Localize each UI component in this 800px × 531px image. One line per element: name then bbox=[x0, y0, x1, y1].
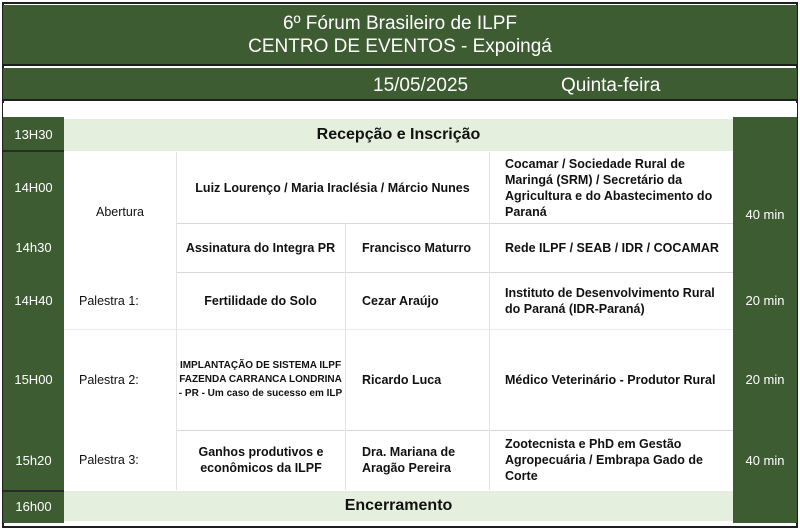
time-1330: 13H30 bbox=[14, 127, 53, 142]
time-1430: 14h30 bbox=[15, 240, 52, 255]
opening-organizations: Cocamar / Sociedade Rural de Maringá (SRM) / Secretário da Agricultura e do Abastecimento do Paraná bbox=[505, 156, 713, 219]
duration-palestra-1: 20 min bbox=[745, 293, 785, 308]
event-venue: CENTRO DE EVENTOS - Expoingá bbox=[248, 35, 552, 57]
closing-banner: Encerramento bbox=[64, 491, 733, 521]
opening-speakers: Luiz Lourenço / Maria Iraclésia / Márcio Nunes bbox=[195, 180, 470, 195]
event-weekday: Quinta-feira bbox=[561, 75, 661, 96]
time-1400: 14H00 bbox=[14, 180, 53, 195]
time-1440: 14H40 bbox=[14, 293, 53, 308]
speaker-palestra-1: Cezar Araújo bbox=[362, 293, 439, 308]
topic-palestra-3: Ganhos produtivos e econômicos da ILPF bbox=[198, 445, 324, 475]
topic-integra-pr: Assinatura do Integra PR bbox=[185, 240, 336, 255]
speaker-1430: Francisco Maturro bbox=[362, 240, 472, 255]
event-date: 15/05/2025 bbox=[373, 75, 469, 96]
org-palestra-2: Médico Veterinário - Produtor Rural bbox=[505, 372, 716, 387]
org-palestra-1: Instituto de Desenvolvimento Rural do Paraná (IDR-Paraná) bbox=[505, 285, 715, 316]
topic-palestra-2: IMPLANTAÇÃO DE SISTEMA ILPF FAZENDA CARRANCA LONDRINA - PR - Um caso de sucesso em ILP bbox=[178, 359, 343, 399]
event-title: 6º Fórum Brasileiro de ILPF bbox=[283, 12, 517, 34]
duration-abertura: 40 min bbox=[745, 207, 785, 222]
event-header bbox=[3, 5, 797, 66]
time-1500: 15H00 bbox=[14, 372, 53, 387]
time-1520: 15h20 bbox=[15, 452, 52, 468]
time-1600: 16h00 bbox=[15, 499, 52, 514]
speaker-palestra-2: Ricardo Luca bbox=[362, 372, 442, 387]
speaker-palestra-3: Dra. Mariana de Aragão Pereira bbox=[362, 445, 456, 475]
spacer-row bbox=[3, 103, 797, 117]
date-row bbox=[3, 68, 797, 101]
session-abertura: Abertura bbox=[96, 205, 144, 219]
session-palestra-2: Palestra 2: bbox=[79, 372, 139, 387]
org-1430: Rede ILPF / SEAB / IDR / COCAMAR bbox=[505, 240, 719, 255]
reception-banner: Recepção e Inscrição bbox=[64, 119, 733, 151]
duration-palestra-3: 40 min bbox=[745, 452, 785, 468]
duration-palestra-2: 20 min bbox=[745, 372, 785, 387]
session-palestra-3: Palestra 3: bbox=[79, 453, 139, 467]
session-palestra-1: Palestra 1: bbox=[79, 293, 139, 308]
topic-palestra-1: Fertilidade do Solo bbox=[204, 293, 317, 308]
org-palestra-3: Zootecnista e PhD em Gestão Agropecuária / Embrapa Gado de Corte bbox=[505, 437, 703, 483]
